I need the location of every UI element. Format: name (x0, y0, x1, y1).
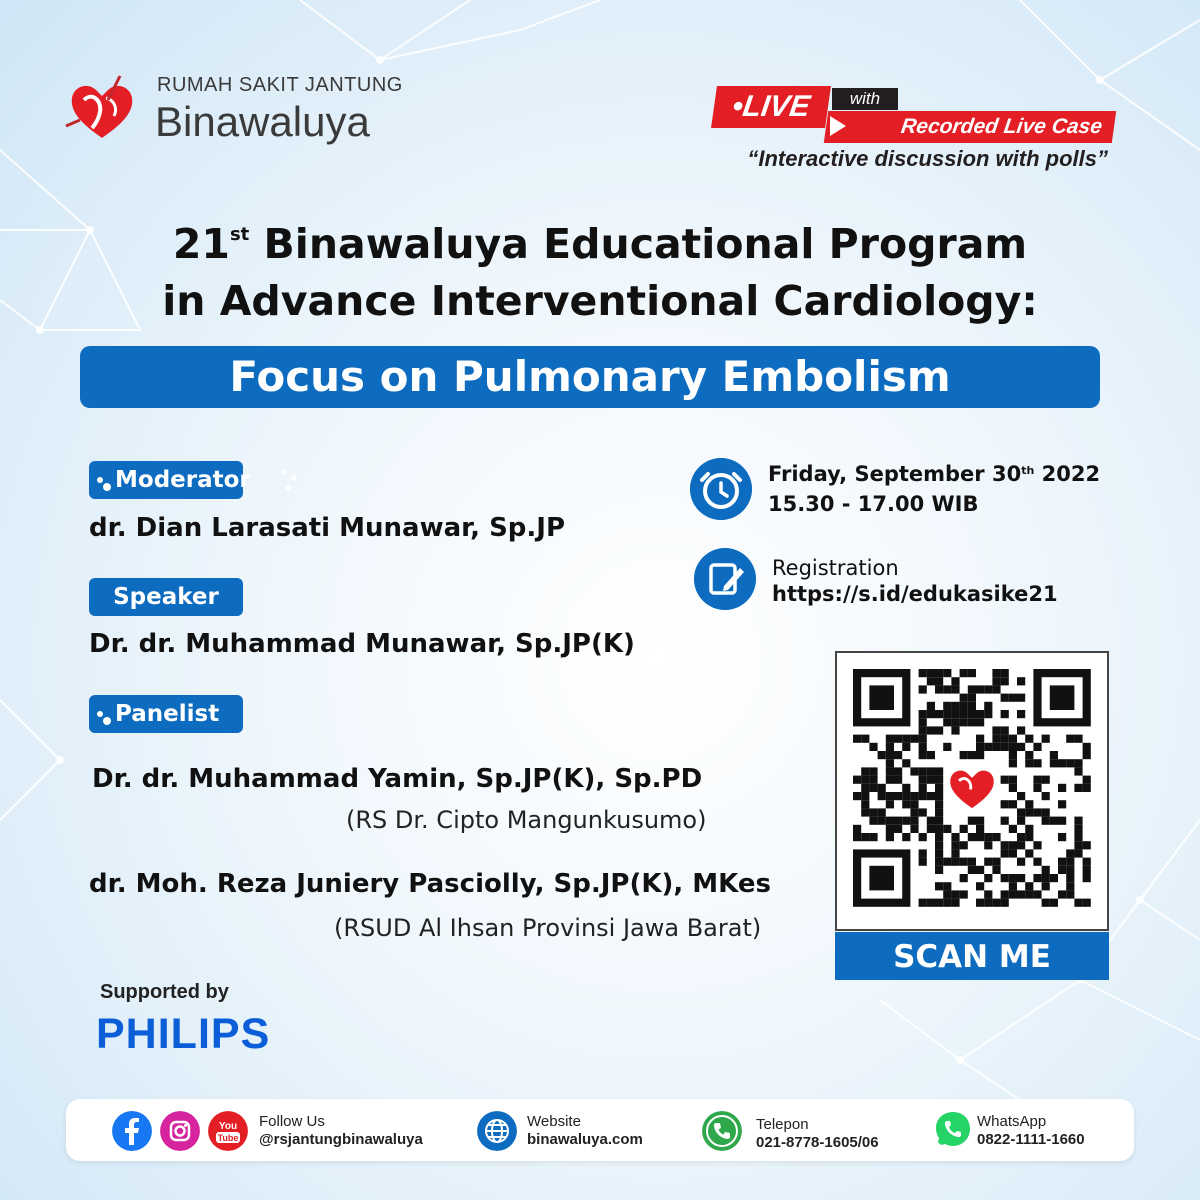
play-icon (830, 116, 846, 136)
website-label: Website (527, 1113, 581, 1130)
panelist-institution: (RSUD Al Ihsan Provinsi Jawa Barat) (334, 914, 762, 942)
event-date (768, 462, 1100, 486)
panelist-institution: (RS Dr. Cipto Mangunkusumo) (346, 806, 707, 834)
svg-text:Tube: Tube (217, 1133, 239, 1143)
whatsapp-value[interactable]: 0822-1111-1660 (977, 1131, 1085, 1148)
bullet-dot-icon (97, 477, 103, 483)
edition-number: 21 (172, 220, 230, 268)
event-title-line-2: in Advance Interventional Cardiology: (162, 277, 1038, 325)
event-date-year: 2022 (1034, 462, 1101, 486)
phone-icon (702, 1111, 742, 1151)
panelist-name: dr. Moh. Reza Juniery Pasciolly, Sp.JP(K), MKes (89, 869, 771, 899)
instagram-icon[interactable] (160, 1111, 200, 1151)
social-label: Follow Us (259, 1113, 325, 1130)
sparkle-icon (278, 466, 302, 494)
edit-icon (694, 548, 756, 610)
qr-heart-logo-icon (950, 771, 994, 809)
clock-icon (690, 458, 752, 520)
qr-code-frame (835, 651, 1109, 931)
bullet-dot-icon (103, 717, 111, 725)
sponsor-logo: PHILIPS (96, 1010, 271, 1058)
social-handle[interactable]: @rsjantungbinawaluya (259, 1131, 423, 1148)
hospital-name-top: RUMAH SAKIT JANTUNG (157, 74, 403, 96)
website-value[interactable]: binawaluya.com (527, 1131, 643, 1148)
event-title-line-1 (0, 220, 1200, 268)
phone-value[interactable]: 021-8778-1605/06 (756, 1134, 879, 1151)
event-focus-banner: Focus on Pulmonary Embolism (80, 346, 1100, 408)
panelist-label-text: Panelist (115, 701, 220, 727)
panelist-name: Dr. dr. Muhammad Yamin, Sp.JP(K), Sp.PD (92, 764, 703, 794)
supported-by-label: Supported by (100, 981, 229, 1003)
live-badge: •LIVE (711, 86, 831, 128)
registration-label: Registration (772, 556, 899, 580)
event-time: 15.30 - 17.00 WIB (768, 492, 979, 516)
speaker-name: Dr. dr. Muhammad Munawar, Sp.JP(K) (89, 629, 635, 659)
moderator-label-text: Moderator (115, 467, 251, 493)
panelist-label (89, 695, 243, 733)
qr-code[interactable] (837, 653, 1107, 929)
phone-label: Telepon (756, 1116, 809, 1133)
hospital-name-brand: Binawaluya (155, 98, 370, 145)
youtube-icon[interactable] (208, 1111, 248, 1151)
globe-icon (477, 1111, 517, 1151)
heart-logo-icon (62, 70, 142, 150)
edition-ordinal: st (229, 224, 250, 245)
scan-me-label: SCAN ME (835, 932, 1109, 980)
with-badge: with (832, 88, 898, 110)
svg-text:You: You (218, 1121, 238, 1132)
title-line-1-text: Binawaluya Educational Program (249, 220, 1028, 268)
event-date-ordinal: th (1021, 464, 1035, 477)
moderator-label (89, 461, 251, 499)
speaker-label: Speaker (89, 578, 243, 616)
facebook-icon[interactable] (112, 1111, 152, 1151)
whatsapp-label: WhatsApp (977, 1113, 1047, 1130)
bullet-dot-icon (103, 483, 111, 491)
registration-url[interactable]: https://s.id/edukasike21 (772, 582, 1058, 606)
bullet-dot-icon (97, 711, 103, 717)
live-tagline: “Interactive discussion with polls” (747, 146, 1108, 171)
recorded-live-case-badge: Recorded Live Case (824, 111, 1116, 143)
event-date-text: Friday, September 30 (768, 462, 1022, 486)
moderator-name: dr. Dian Larasati Munawar, Sp.JP (89, 513, 566, 543)
whatsapp-icon (933, 1109, 973, 1149)
